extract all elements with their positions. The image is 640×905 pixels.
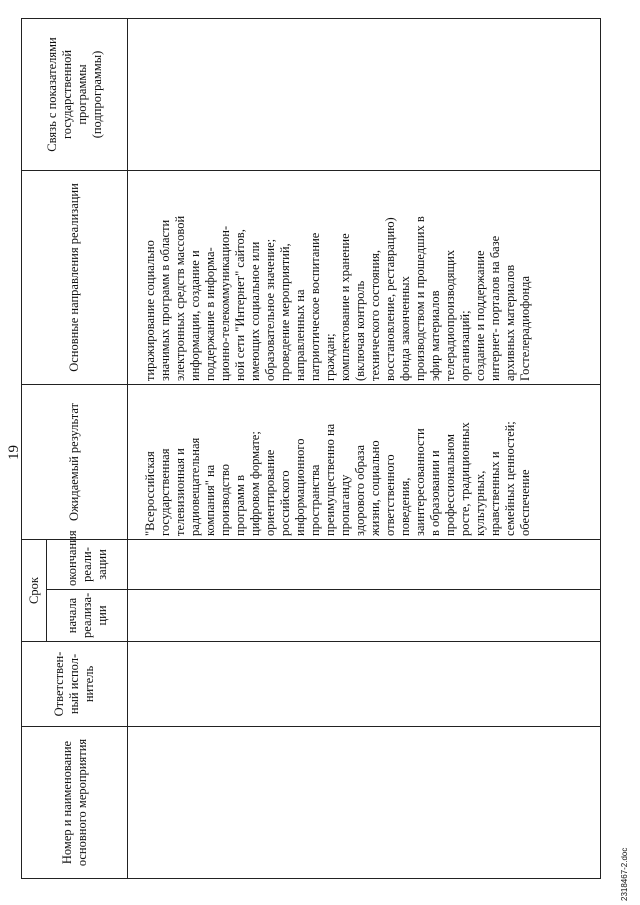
cell-responsible xyxy=(128,642,601,727)
header-responsible: Ответствен-ный испол-нитель xyxy=(22,642,128,727)
header-end: окончания реали-зации xyxy=(47,539,128,589)
header-row xyxy=(22,18,47,878)
header-start: начала реализа-ции xyxy=(47,590,128,642)
program-table xyxy=(21,18,601,879)
header-term: Срок xyxy=(22,539,47,641)
cell-main-directions xyxy=(128,170,601,384)
header-expected-result: Ожидаемый результат xyxy=(22,384,128,539)
cell-event-name xyxy=(128,727,601,879)
footer-doc-code: 2318467-2.doc xyxy=(620,847,629,901)
cell-start xyxy=(128,590,601,642)
header-main-directions: Основные направления реализации xyxy=(22,170,128,384)
cell-indicators-link xyxy=(128,18,601,170)
header-event-name: Номер и наименование основного мероприятия xyxy=(22,727,128,879)
cell-expected-result xyxy=(128,384,601,539)
main-directions-text: тиражирование социально значимых программ в области электронных средств массовой информации, создание и поддержание в информа- ционно-телекоммуникацион- ной сети "Интернет" сайтов, имеющих социальное или образовательное значение; проведение мероприятий, направленных на патриотическое воспитание граждан; комплектование и хранение (включая контроль технического состояния, восстановление, реставрацию) фонда законченных производством и прошедших в эфир материалов телерадиопроизводящих организаций; создание и поддержание интернет- порталов на базе архивных материалов Гостелерадиофонда xyxy=(143,215,532,381)
expected-result-text: "Всероссийская государственная телевизионная и радиовещательная компания" на производство программ в цифровом формате; ориентирование российского информационного пространства преимущественно на пропаганду здорового образа жизни, социально ответственного поведения, заинтересованности в образовании и профессиональном росте, традиционных культурных, нравственных и семейных ценностей; обеспечение xyxy=(143,421,532,536)
page-number: 19 xyxy=(6,445,22,460)
header-indicators-link: Связь с показателями государственной программы (подпрограммы) xyxy=(22,18,128,170)
table-row xyxy=(128,18,601,878)
cell-end xyxy=(128,539,601,589)
